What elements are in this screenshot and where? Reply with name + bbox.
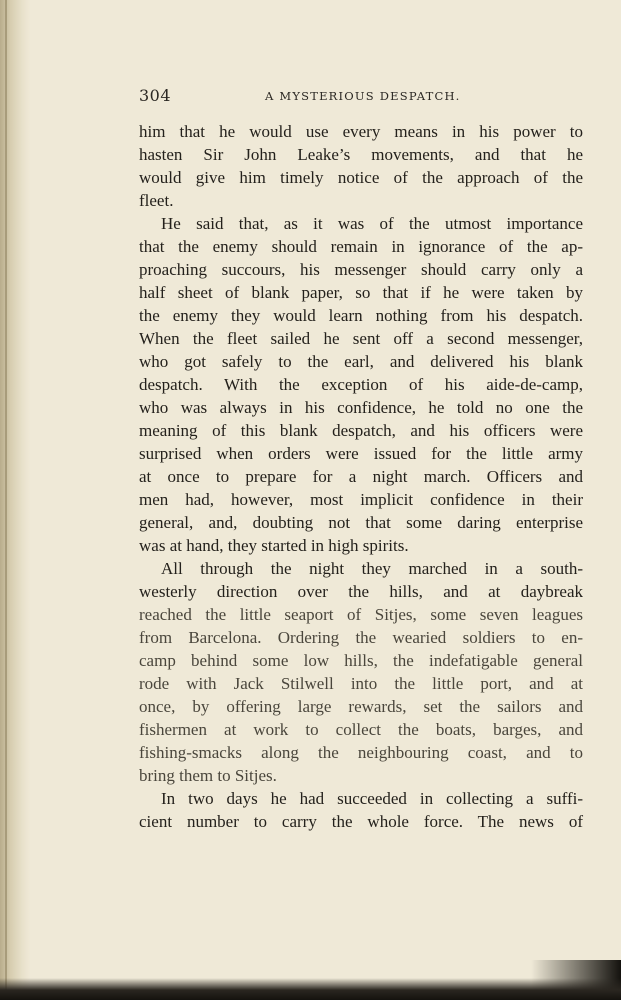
text-line: fishermen at work to collect the boats, barges, and: [139, 720, 583, 739]
text-line: that the enemy should remain in ignorance of the ap-: [139, 237, 583, 256]
text-line: was at hand, they started in high spirits.: [139, 536, 409, 555]
text-line: him that he would use every means in his power to: [139, 122, 583, 141]
text-line: cient number to carry the whole force. The news of: [139, 812, 583, 831]
text-line: despatch. With the exception of his aide-de-camp,: [139, 375, 583, 394]
text-line: hasten Sir John Leake’s movements, and that he: [139, 145, 583, 164]
text-line: half sheet of blank paper, so that if he were taken by: [139, 283, 583, 302]
body-text: [139, 120, 583, 833]
text-line: general, and, doubting not that some daring enterprise: [139, 513, 583, 532]
text-line: rode with Jack Stilwell into the little port, and at: [139, 674, 583, 693]
text-line: the enemy they would learn nothing from his despatch.: [139, 306, 583, 325]
text-line: When the fleet sailed he sent off a second messenger,: [139, 329, 583, 348]
text-line: In two days he had succeeded in collecting a suffi-: [161, 789, 583, 808]
running-head: [139, 86, 583, 108]
text-line: proaching succours, his messenger should carry only a: [139, 260, 583, 279]
text-line: All through the night they marched in a south-: [161, 559, 583, 578]
text-line: westerly direction over the hills, and at daybreak: [139, 582, 583, 601]
page-bottom-edge: [0, 978, 621, 1000]
binding-edge-line: [5, 0, 7, 1000]
text-line: He said that, as it was of the utmost importance: [161, 214, 583, 233]
text-line: reached the little seaport of Sitjes, some seven leagues: [139, 605, 583, 624]
running-head-title: A MYSTERIOUS DESPATCH.: [265, 89, 461, 103]
text-line: meaning of this blank despatch, and his officers were: [139, 421, 583, 440]
text-line: would give him timely notice of the approach of the: [139, 168, 583, 187]
text-line: fleet.: [139, 191, 174, 210]
page-number: 304: [139, 86, 172, 105]
text-line: from Barcelona. Ordering the wearied soldiers to en-: [139, 628, 583, 647]
text-line: men had, however, most implicit confidence in their: [139, 490, 583, 509]
text-line: at once to prepare for a night march. Officers and: [139, 467, 583, 486]
text-line: camp behind some low hills, the indefatigable general: [139, 651, 583, 670]
text-line: fishing-smacks along the neighbouring coast, and to: [139, 743, 583, 762]
text-line: bring them to Sitjes.: [139, 766, 277, 785]
text-line: once, by offering large rewards, set the sailors and: [139, 697, 583, 716]
text-line: surprised when orders were issued for the little army: [139, 444, 583, 463]
text-line: who was always in his confidence, he told no one the: [139, 398, 583, 417]
text-line: who got safely to the earl, and delivered his blank: [139, 352, 583, 371]
